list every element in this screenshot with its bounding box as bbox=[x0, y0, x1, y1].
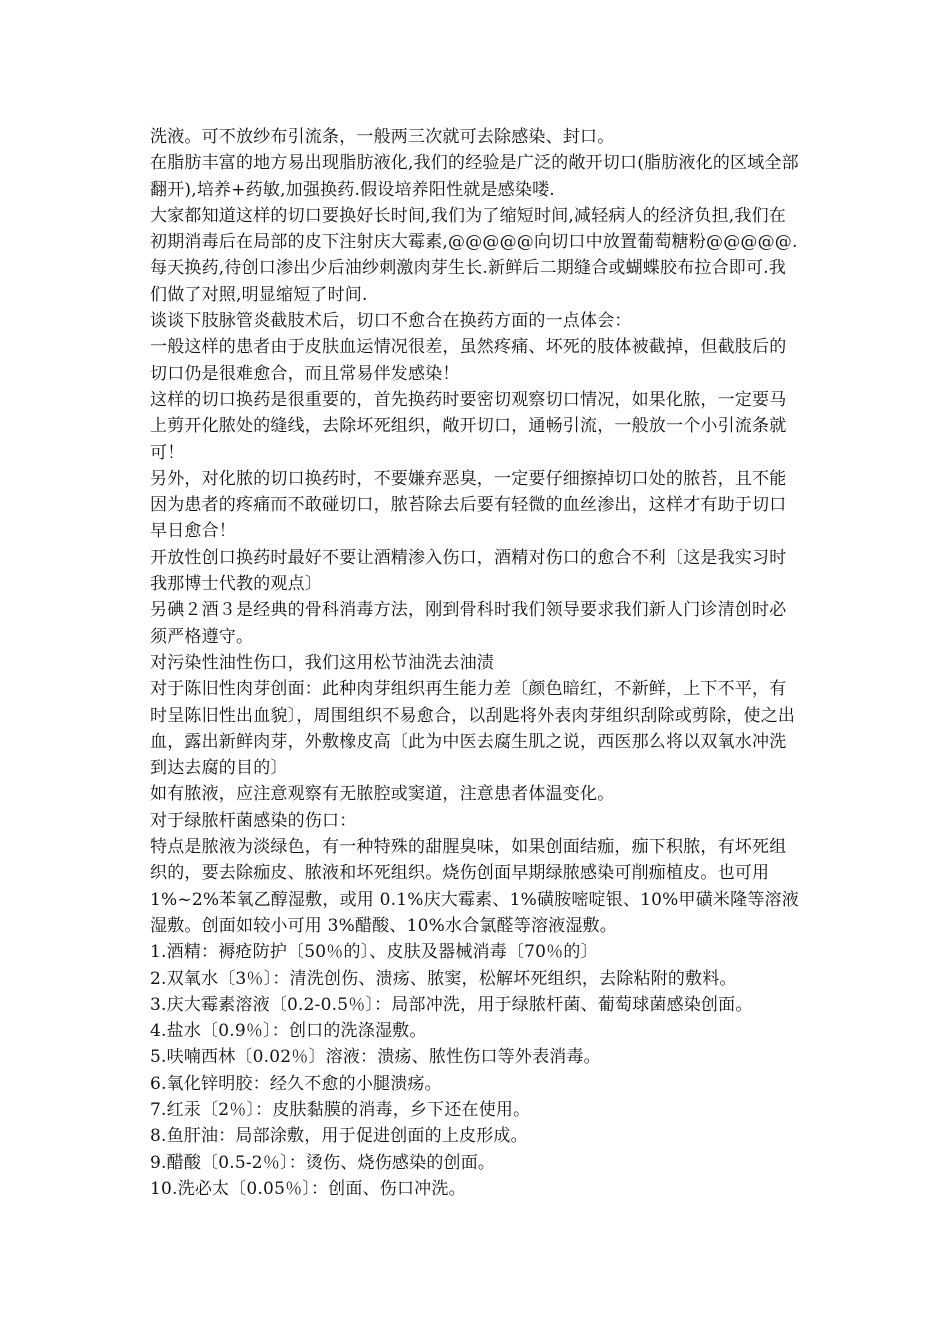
paragraph: 另碘２酒３是经典的骨科消毒方法，刚到骨科时我们领导要求我们新人门诊清创时必须严格遵守。 bbox=[150, 600, 787, 647]
paragraph: 对污染性油性伤口，我们这用松节油洗去油渍 bbox=[150, 652, 494, 673]
paragraph: 对于绿脓杆菌感染的伤口： bbox=[150, 810, 357, 831]
paragraph: 特点是脓液为淡绿色，有一种特殊的甜腥臭味，如果创面结痂，痂下积脓，有坏死组织的，要去除痂皮、脓液和坏死组织。烧伤创面早期绿脓感染可削痂植皮。也可用 1%~2%苯氧乙醇湿敷，或用 0.1%庆大霉素、1%磺胺嘧啶银、10%甲磺米隆等溶液湿敷。创面如较小可用 3%醋酸、10%水合氯醛等溶液湿敷。 bbox=[150, 837, 799, 936]
paragraph: 这样的切口换药是很重要的，首先换药时要密切观察切口情况，如果化脓，一定要马上剪开化脓处的缝线，去除坏死组织，敞开切口，通畅引流，一般放一个小引流条就可！ bbox=[150, 389, 787, 463]
list-item: 8.鱼肝油：局部涂敷，用于促进创面的上皮形成。 bbox=[150, 1126, 528, 1147]
paragraph: 开放性创口换药时最好不要让酒精渗入伤口，酒精对伤口的愈合不利〔这是我实习时我那博士代教的观点〕 bbox=[150, 547, 787, 595]
paragraph: 洗液。可不放纱布引流条，一般两三次就可去除感染、封口。 bbox=[150, 127, 615, 147]
paragraph: 如有脓液，应注意观察有无脓腔或窦道，注意患者体温变化。 bbox=[150, 784, 615, 805]
list-item: 6.氧化锌明胶：经久不愈的小腿溃疡。 bbox=[150, 1073, 442, 1094]
paragraph: 对于陈旧性肉芽创面：此种肉芽组织再生能力差〔颜色暗红，不新鲜，上下不平，有时呈陈旧性出血貌〕，周围组织不易愈合，以刮匙将外表肉芽组织刮除或剪除，使之出血，露出新鲜肉芽，外敷橡皮高〔此为中医去腐生肌之说，西医那么将以双氧水冲洗到达去腐的目的〕 bbox=[150, 679, 796, 779]
paragraph: 大家都知道这样的切口要换好长时间,我们为了缩短时间,减轻病人的经济负担,我们在初期消毒后在局部的皮下注射庆大霉素,@@@@@向切口中放置葡萄糖粉@@@@@.每天换药,待创口渗出少后油纱刺激肉芽生长.新鲜后二期缝合或蝴蝶胶布拉合即可.我们做了对照,明显缩短了时间. bbox=[150, 205, 798, 305]
paragraph: 谈谈下肢脉管炎截肢术后，切口不愈合在换药方面的一点体会： bbox=[150, 311, 632, 332]
list-item: 7.红汞〔2％〕：皮肤黏膜的消毒，乡下还在使用。 bbox=[150, 1099, 531, 1120]
document-body bbox=[150, 124, 800, 1202]
list-item: 1.酒精：褥疮防护〔50％的〕、皮肤及器械消毒〔70％的〕 bbox=[150, 942, 598, 963]
list-item: 4.盐水〔0.9％〕：创口的洗涤湿敷。 bbox=[150, 1021, 427, 1042]
paragraph: 在脂肪丰富的地方易出现脂肪液化,我们的经验是广泛的敞开切口(脂肪液化的区域全部翻开),培养+药敏,加强换药.假设培养阳性就是感染喽. bbox=[150, 153, 799, 200]
list-item: 10.洗必太〔0.05％〕：创面、伤口冲洗。 bbox=[150, 1178, 466, 1199]
list-item: 2.双氧水〔3％〕：清洗创伤、溃疡、脓窦，松解坏死组织，去除粘附的敷料。 bbox=[150, 968, 737, 989]
list-item: 5.呋喃西林〔0.02％〕溶液：溃疡、脓性伤口等外表消毒。 bbox=[150, 1047, 601, 1068]
list-item: 3.庆大霉素溶液〔0.2-0.5％〕：局部冲洗，用于绿脓杆菌、葡萄球菌感染创面。 bbox=[150, 994, 753, 1015]
paragraph: 另外，对化脓的切口换药时，不要嫌弃恶臭，一定要仔细擦掉切口处的脓苔，且不能因为患者的疼痛而不敢碰切口，脓苔除去后要有轻微的血丝渗出，这样才有助于切口早日愈合！ bbox=[150, 468, 787, 542]
list-item: 9.醋酸〔0.5-2％〕：烫伤、烧伤感染的创面。 bbox=[150, 1152, 496, 1173]
paragraph: 一般这样的患者由于皮肤血运情况很差，虽然疼痛、坏死的肢体被截掉，但截肢后的切口仍是很难愈合，而且常易伴发感染！ bbox=[150, 337, 787, 384]
